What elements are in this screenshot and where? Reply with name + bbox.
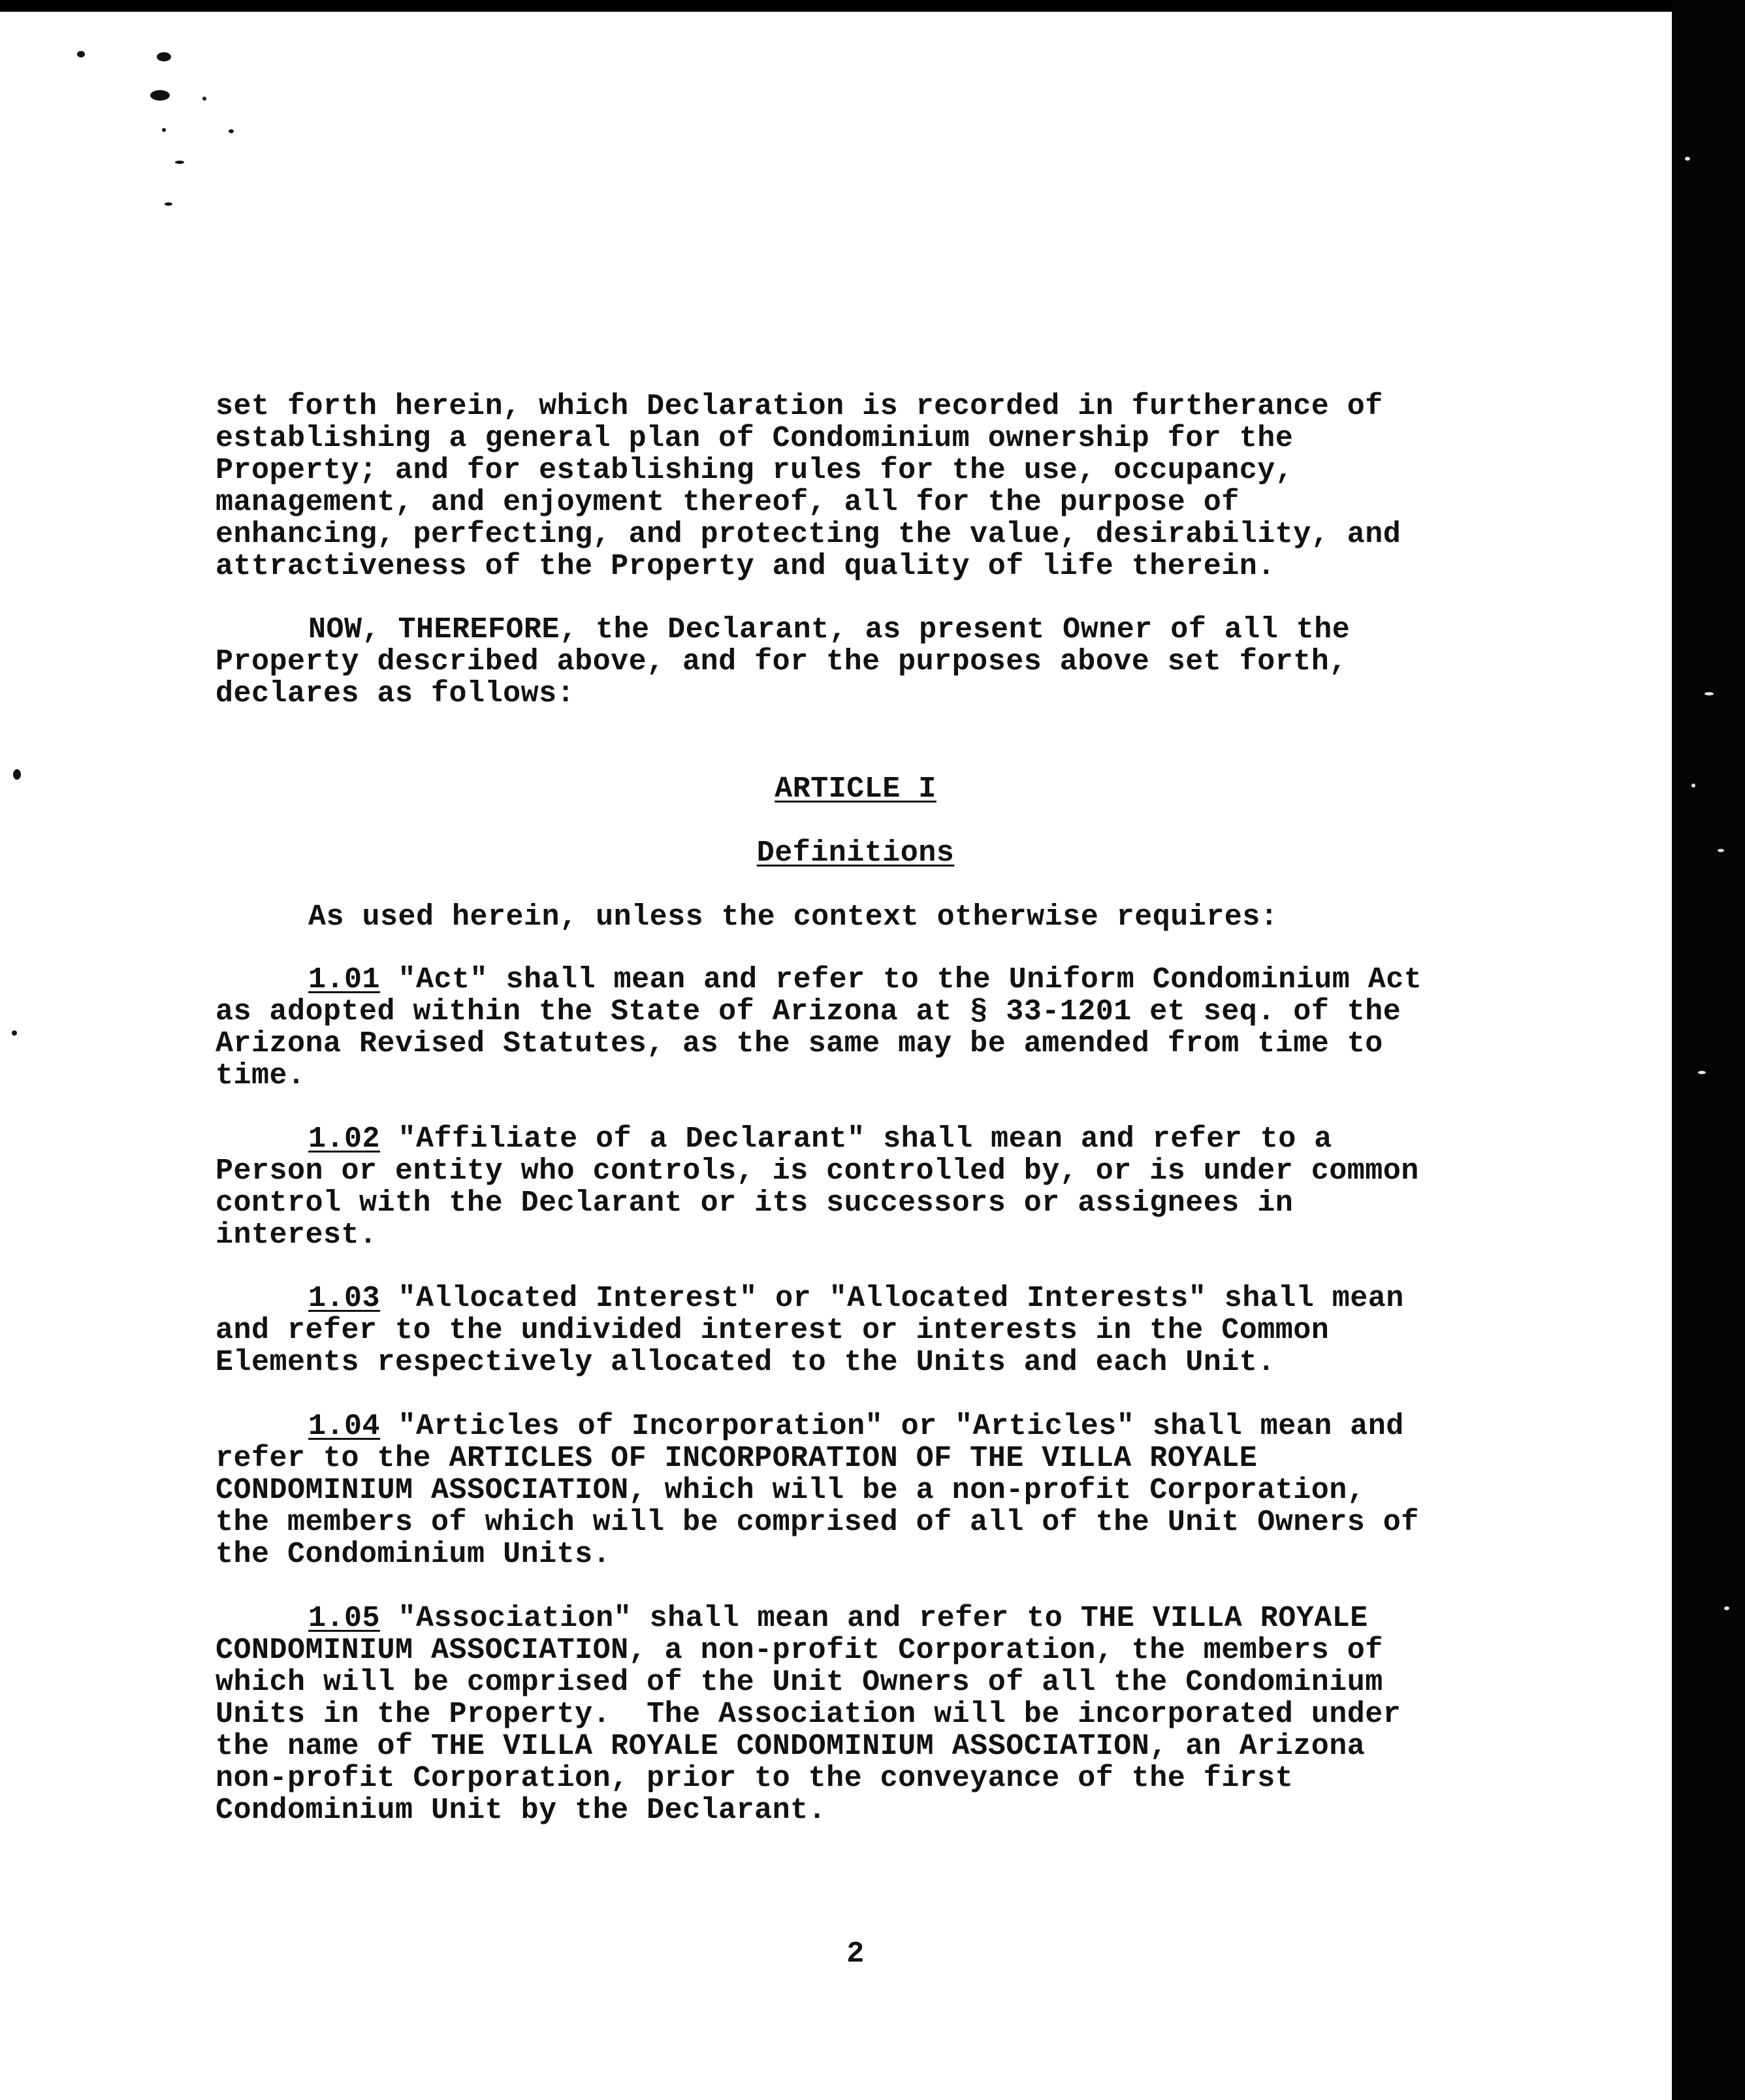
definition-first-line	[216, 964, 1554, 996]
text-line: interest.	[216, 1218, 377, 1252]
definition-first-line	[216, 1410, 1554, 1442]
definition-first-line	[216, 1282, 1554, 1314]
definition-1-05	[216, 1602, 1554, 1826]
text-line: refer to the ARTICLES OF INCORPORATION OF THE VILLA ROYALE	[216, 1442, 1258, 1475]
text-line: Arizona Revised Statutes, as the same may be amended from time to	[216, 1027, 1383, 1060]
scan-speck	[1685, 157, 1690, 161]
scan-speck	[1691, 784, 1695, 788]
text-line: NOW, THEREFORE, the Declarant, as present Owner of all the	[308, 613, 1351, 646]
text-line: Elements respectively allocated to the Units and each Unit.	[216, 1346, 1275, 1379]
text-line: CONDOMINIUM ASSOCIATION, which will be a non-profit Corporation,	[216, 1474, 1366, 1507]
scan-speck	[1724, 1606, 1729, 1610]
text-line: "Act" shall mean and refer to the Uniform Condominium Act	[380, 963, 1422, 996]
text-line: establishing a general plan of Condominium ownership for the	[216, 422, 1294, 455]
scan-speck	[1705, 692, 1714, 695]
scan-speck	[157, 52, 171, 61]
text-line: the Condominium Units.	[216, 1538, 611, 1571]
definition-number: 1.04	[308, 1410, 381, 1443]
now-therefore-paragraph	[216, 614, 1554, 710]
article-heading: ARTICLE I	[775, 772, 937, 806]
text-line: non-profit Corporation, prior to the conveyance of the first	[216, 1762, 1294, 1795]
definition-number: 1.03	[308, 1282, 381, 1315]
text-line: Condominium Unit by the Declarant.	[216, 1794, 827, 1827]
text-line: enhancing, perfecting, and protecting the value, desirability, and	[216, 518, 1401, 551]
text-line: As used herein, unless the context otherwise requires:	[308, 900, 1279, 934]
text-line: control with the Declarant or its successors or assignees in	[216, 1186, 1294, 1220]
text-line: the members of which will be comprised of all of the Unit Owners of	[216, 1506, 1419, 1539]
text-line: Property described above, and for the purposes above set forth,	[216, 645, 1347, 678]
scan-speck	[229, 129, 234, 133]
definition-number: 1.01	[308, 963, 381, 996]
article-title: Definitions	[756, 836, 955, 870]
definition-first-line	[216, 1602, 1554, 1634]
scan-speck	[202, 97, 206, 101]
text-line: and refer to the undivided interest or interests in the Common	[216, 1314, 1330, 1347]
text-line: as adopted within the State of Arizona at § 33-1201 et seq. of the	[216, 995, 1401, 1028]
definition-number: 1.05	[308, 1602, 381, 1635]
intro-paragraph	[216, 390, 1554, 582]
page-number: 2	[846, 1937, 865, 1971]
scan-speck	[165, 202, 172, 206]
text-line: "Allocated Interest" or "Allocated Interests" shall mean	[380, 1282, 1404, 1315]
document-page	[0, 12, 1672, 2100]
scan-edge-strip	[1672, 0, 1745, 2100]
scan-speck	[1718, 849, 1724, 852]
scan-speck	[175, 161, 184, 164]
text-line: "Affiliate of a Declarant" shall mean and refer to a	[380, 1122, 1332, 1156]
text-line: "Association" shall mean and refer to THE VILLA ROYALE	[380, 1602, 1368, 1635]
definition-1-03	[216, 1282, 1554, 1378]
scan-speck	[162, 128, 166, 132]
used-herein-line	[216, 901, 1554, 933]
text-line: which will be comprised of the Unit Owners of all the Condominium	[216, 1666, 1383, 1699]
text-line: Units in the Property. The Association will be incorporated under	[216, 1698, 1401, 1731]
scan-speck	[12, 1030, 17, 1036]
text-line: the name of THE VILLA ROYALE CONDOMINIUM ASSOCIATION, an Arizona	[216, 1730, 1366, 1763]
text-line: "Articles of Incorporation" or "Articles" shall mean and	[380, 1410, 1404, 1443]
text-line: time.	[216, 1059, 306, 1092]
definition-first-line	[216, 1123, 1554, 1155]
text-line: management, and enjoyment thereof, all for the purpose of	[216, 486, 1240, 519]
definition-1-02	[216, 1123, 1554, 1251]
text-line: Property; and for establishing rules for the use, occupancy,	[216, 454, 1294, 487]
text-line: CONDOMINIUM ASSOCIATION, a non-profit Corporation, the members of	[216, 1634, 1383, 1667]
definition-number: 1.02	[308, 1122, 381, 1156]
scan-speck	[1698, 1071, 1706, 1074]
text-line: attractiveness of the Property and quality of life therein.	[216, 550, 1275, 583]
text-line: Person or entity who controls, is controlled by, or is under common	[216, 1154, 1419, 1188]
definition-1-04	[216, 1410, 1554, 1570]
scan-speck	[77, 51, 85, 57]
text-line: set forth herein, which Declaration is recorded in furtherance of	[216, 390, 1383, 423]
scan-speck	[150, 90, 170, 101]
definition-1-01	[216, 964, 1554, 1092]
text-line: declares as follows:	[216, 677, 575, 710]
